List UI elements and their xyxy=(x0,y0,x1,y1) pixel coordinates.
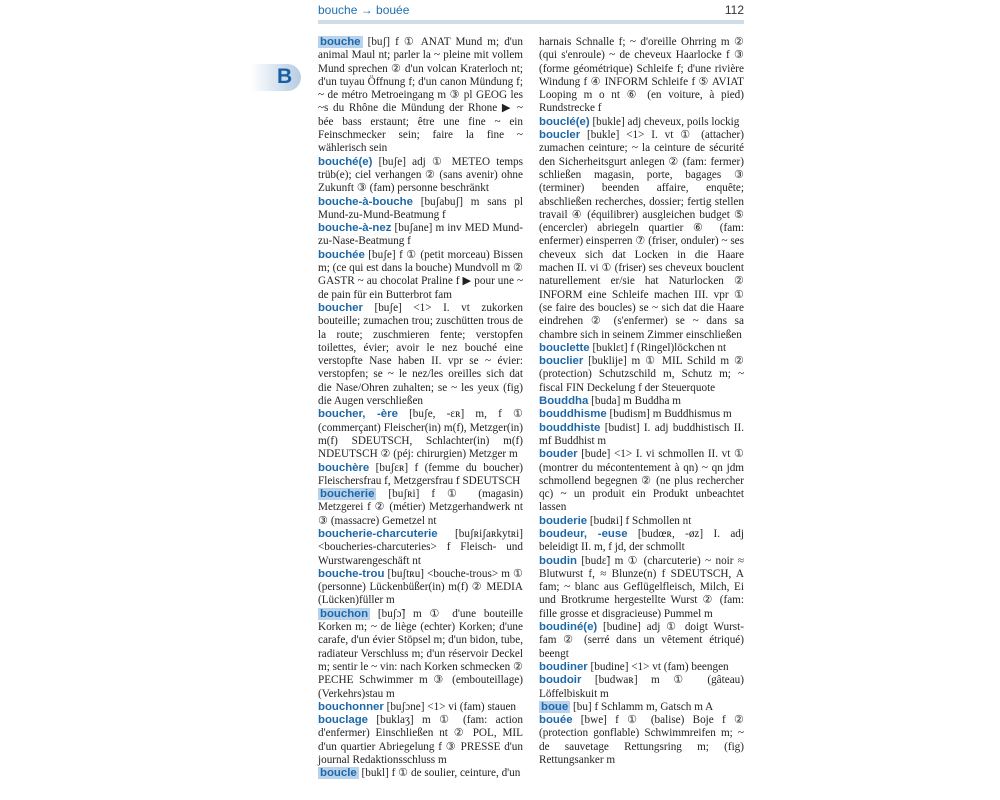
headword: boucle xyxy=(320,767,357,780)
entry-definition: [budine] <1> vt (fam) beengen xyxy=(587,660,729,673)
headword: bouchée xyxy=(318,248,365,261)
entry-definition: harnais Schnalle f; ~ d'oreille Ohrring m ② (qui s'enroule) ~ de cheveux Haarlocke f ③ (forme géométrique) Schleife f; d'une rivière Windung f ④ INFORM Schleife f ⑤ AVIAT Looping m o nt ⑥ (en voiture, à pied) Rundstrecke f xyxy=(539,36,744,115)
headword: Bouddha xyxy=(539,395,589,408)
dictionary-entry xyxy=(318,36,523,156)
dictionary-entry xyxy=(318,462,523,489)
entry-definition: [bude] <1> I. vi schmollen II. vt ① (montrer du mécontentement à qn) ~ qn jdm schmollend begegnen ② (ne plus rechercher qc) ~ un produit ein Produkt unbeachtet lassen xyxy=(539,448,744,514)
dictionary-entry xyxy=(539,36,744,116)
dictionary-entry xyxy=(318,408,523,461)
headword: boudiné(e) xyxy=(539,621,598,634)
dictionary-entry xyxy=(539,714,744,767)
dictionary-entry xyxy=(539,701,744,714)
dictionary-entry xyxy=(318,249,523,302)
entry-definition: [budist] I. adj buddhistisch II. mf Buddhist m xyxy=(539,421,744,447)
headword: bouché(e) xyxy=(318,155,373,168)
entry-definition: [bukle] <1> I. vt ① (attacher) zumachen ceinture; ~ la ceinture de sécurité den Sicherheitsgurt anlegen ② (fam: fermer) schließen magasin, porte, bagages ③ (terminer) beenden affaire, enquête; abschließen recherches, dossier; fertig stellen travail ④ (équilibrer) ausgleichen budget ⑤ (encercler) abriegeln quartier ⑥ (fam: enfermer) einsperren ⑦ (friser, onduler) ~ ses cheveux sich dat Locken in die Haare machen II. vi ① (friser) ses cheveux bouclent naturellement er/sie hat Naturlocken ② INFORM eine Schleife machen III. vpr ① (se faire des boucles) se ~ sich dat die Haare eindrehen ② (s'enfermer) se ~ dans sa chambre sich in seinem Zimmer einschließen xyxy=(539,129,744,341)
header-range: bouche → bouée xyxy=(318,3,410,17)
headword: bouclette xyxy=(539,341,590,354)
page-header xyxy=(318,3,744,21)
entry-definition: [buʃabuʃ] m sans pl Mund-zu-Mund-Beatmung f xyxy=(318,195,523,221)
entry-definition: [bukle] adj cheveux, poils lockig xyxy=(589,115,740,128)
entry-definition: [buklaʒ] m ① (fam: action d'enfermer) Einschließen nt ② POL, MIL d'un quartier Abriegelung f ③ PRESSE d'un journal Redaktionsschluss m xyxy=(318,714,523,767)
entry-definition: [buʃ] f ① ANAT Mund m; d'un animal Maul nt; parler la ~ pleine mit vollem Mund sprechen ② d'un volcan Kraterloch nt; d'un tuyau Öffnung f; d'un canon Mündung f; ~ de métro Metroeingang m ③ pl GEOG les ~s du Rhône die Mündung der Rhone ▶ ~ bée bass erstaunt; être une fine ~ ein Feinschmecker sein; faire la fine ~ wählerisch sein xyxy=(318,36,523,155)
dictionary-entry xyxy=(539,555,744,621)
entry-definition: [buʃʀiʃaʀkytʀi] <boucheries-charcuteries> f Fleisch- und Wurstwarengeschäft nt xyxy=(318,527,523,567)
dictionary-entry xyxy=(539,408,744,421)
dictionary-entry xyxy=(318,488,523,528)
dictionary-entry xyxy=(539,129,744,342)
dictionary-entry xyxy=(539,422,744,449)
dictionary-entry xyxy=(539,515,744,528)
entry-definition: [bukl] f ① de soulier, ceinture, d'un xyxy=(358,767,521,780)
headword: boucher xyxy=(318,301,363,314)
dictionary-entry xyxy=(318,608,523,701)
dictionary-entry xyxy=(318,196,523,223)
headword: bouchère xyxy=(318,461,370,474)
headword: bouder xyxy=(539,448,578,461)
dictionary-entry xyxy=(539,528,744,555)
entry-definition: [buʃane] m inv MED Mund-zu-Nase-Beatmung f xyxy=(318,222,523,248)
headword: bouée xyxy=(539,714,573,727)
dictionary-entry xyxy=(539,448,744,514)
entry-definition: [buʃɔ̃] m ① d'une bouteille Korken m; ~ de liège (echter) Korken; d'une carafe, d'un évier Stöpsel m; d'un bidon, tube, radiateur Verschluss m; d'un réservoir Deckel m; sentir le ~ vin: nach Korken schmecken ② PECHE Schwimmer m ③ (embouteillage) (Verkehrs)stau m xyxy=(318,607,523,700)
headword: bouchon xyxy=(320,607,369,620)
dictionary-entry xyxy=(318,767,523,780)
dictionary-entry xyxy=(539,621,744,661)
dictionary-entry xyxy=(318,568,523,608)
page-number: 112 xyxy=(724,3,744,17)
headword: boucherie-charcuterie xyxy=(318,527,438,540)
letter-tab xyxy=(251,64,301,91)
headword: bouche-à-nez xyxy=(318,222,392,235)
entry-definition: [buʃɔne] <1> vi (fam) stauen xyxy=(383,700,517,713)
entry-definition: [buʃe, -ɛʀ] m, f ① (commerçant) Fleischer(in) m(f), Metzger(in) m(f) SDEUTSCH, Schlachter(in) m(f) NDEUTSCH ② (péj: chirurgien) Metzger m xyxy=(318,408,524,461)
dictionary-entry xyxy=(539,355,744,395)
headword: bouchonner xyxy=(318,700,384,713)
headword: bouddhisme xyxy=(539,408,607,421)
headword: boucher, -ère xyxy=(318,408,398,421)
headword: bouche-trou xyxy=(318,567,385,580)
dictionary-column-right xyxy=(539,36,744,767)
entry-definition: [budʀi] f Schmollen nt xyxy=(587,514,692,527)
dictionary-entry xyxy=(539,342,744,355)
entry-definition: [budɛ̃] m ① (charcuterie) ~ noir ≈ Blutwurst f, ≈ Blunze(n) f SDEUTSCH, A fam; ~ blanc aus Geflügelfleisch, Milch, Ei und Brotkrume hergestellte Wurst ② (fam: fille grosse et disgracieuse) Pummel m xyxy=(539,554,744,620)
dictionary-entry xyxy=(539,395,744,408)
entry-definition: [buʃɛʀ] f (femme du boucher) Fleischersfrau f, Metzgersfrau f SDEUTSCH xyxy=(318,461,523,487)
entry-definition: [buʃtʀu] <bouche-trous> m ① (personne) Lückenbüßer(in) m(f) ② MEDIA (Lücken)füller m xyxy=(318,567,523,607)
entry-definition: [budœʀ, -øz] I. adj beleidigt II. m, f jd, der schmollt xyxy=(539,527,745,554)
dictionary-entry xyxy=(539,674,744,701)
dictionary-entry xyxy=(539,116,744,129)
dictionary-entry xyxy=(539,661,744,674)
entry-definition: [budwaʀ] m ① (gâteau) Löffelbiskuit m xyxy=(539,674,744,700)
headword: boucler xyxy=(539,129,581,142)
entry-definition: [buda] m Buddha m xyxy=(588,395,681,408)
dictionary-entry xyxy=(318,156,523,196)
headword: bouclé(e) xyxy=(539,115,590,128)
entry-definition: [buʃʀi] f ① (magasin) Metzgerei f ② (métier) Metzgerhandwerk nt ③ (massacre) Gemetzel nt xyxy=(318,488,523,527)
entry-definition: [budine] adj ① doigt Wurst- fam ② (serré dans un vêtement étriqué) beengt xyxy=(539,621,744,660)
headword: bouche-à-bouche xyxy=(318,195,413,208)
dictionary-column-left xyxy=(318,36,523,781)
entry-definition: [buʃe] adj ① METEO temps trüb(e); ciel verhangen ② (sans avenir) ohne Zukunft ③ (fam) personne beschränkt xyxy=(318,155,523,195)
headword: bouche xyxy=(320,36,361,48)
headword: boue xyxy=(541,700,569,713)
dictionary-entry xyxy=(318,714,523,767)
headword: boucherie xyxy=(320,488,375,501)
entry-definition: [buklije] m ① MIL Schild m ② (protection) Schutzschild m, Schutz m; ~ fiscal FIN Deckelung f der Steuerquote xyxy=(539,355,744,394)
header-rule xyxy=(318,20,744,24)
entry-definition: [buʃe] <1> I. vt zukorken bouteille; zumachen trou; zuschütten trous de la route; zuschmieren fente; verstopfen toilettes, évier; avoir le nez bouché eine verstopfte Nase haben II. vpr se ~ évier: verstopfen; se ~ le nez/les oreilles sich dat die Nase/Ohren zuhalten; se ~ les yeux (fig) die Augen verschließen xyxy=(318,301,523,408)
headword: boudin xyxy=(539,554,577,567)
entry-definition: [budism] m Buddhismus m xyxy=(606,408,732,421)
headword: bouclier xyxy=(539,355,584,368)
dictionary-entry xyxy=(318,528,523,568)
letter-tab-label: B xyxy=(277,65,293,88)
headword: boudeur, -euse xyxy=(539,527,628,540)
entry-definition: [buklɛt] f (Ringel)löckchen nt xyxy=(589,341,727,354)
entry-definition: [bu] f Schlamm m, Gatsch m A xyxy=(570,700,714,713)
headword: boudiner xyxy=(539,660,588,673)
dictionary-entry xyxy=(318,701,523,714)
dictionary-entry xyxy=(318,302,523,408)
entry-definition: [buʃe] f ① (petit morceau) Bissen m; (ce qui est dans la bouche) Mundvoll m ② GASTR ~ au chocolat Praline f ▶ pour une ~ de pain für ein Butterbrot fam xyxy=(318,248,523,301)
entry-definition: [bwe] f ① (balise) Boje f ② (protection gonflable) Schwimmreifen m; ~ de sauvetage Rettungsring m; (fig) Rettungsanker m xyxy=(539,714,744,767)
headword: bouclage xyxy=(318,714,369,727)
headword: bouddhiste xyxy=(539,421,601,434)
headword: boudoir xyxy=(539,674,582,687)
dictionary-entry xyxy=(318,222,523,249)
headword: bouderie xyxy=(539,514,588,527)
